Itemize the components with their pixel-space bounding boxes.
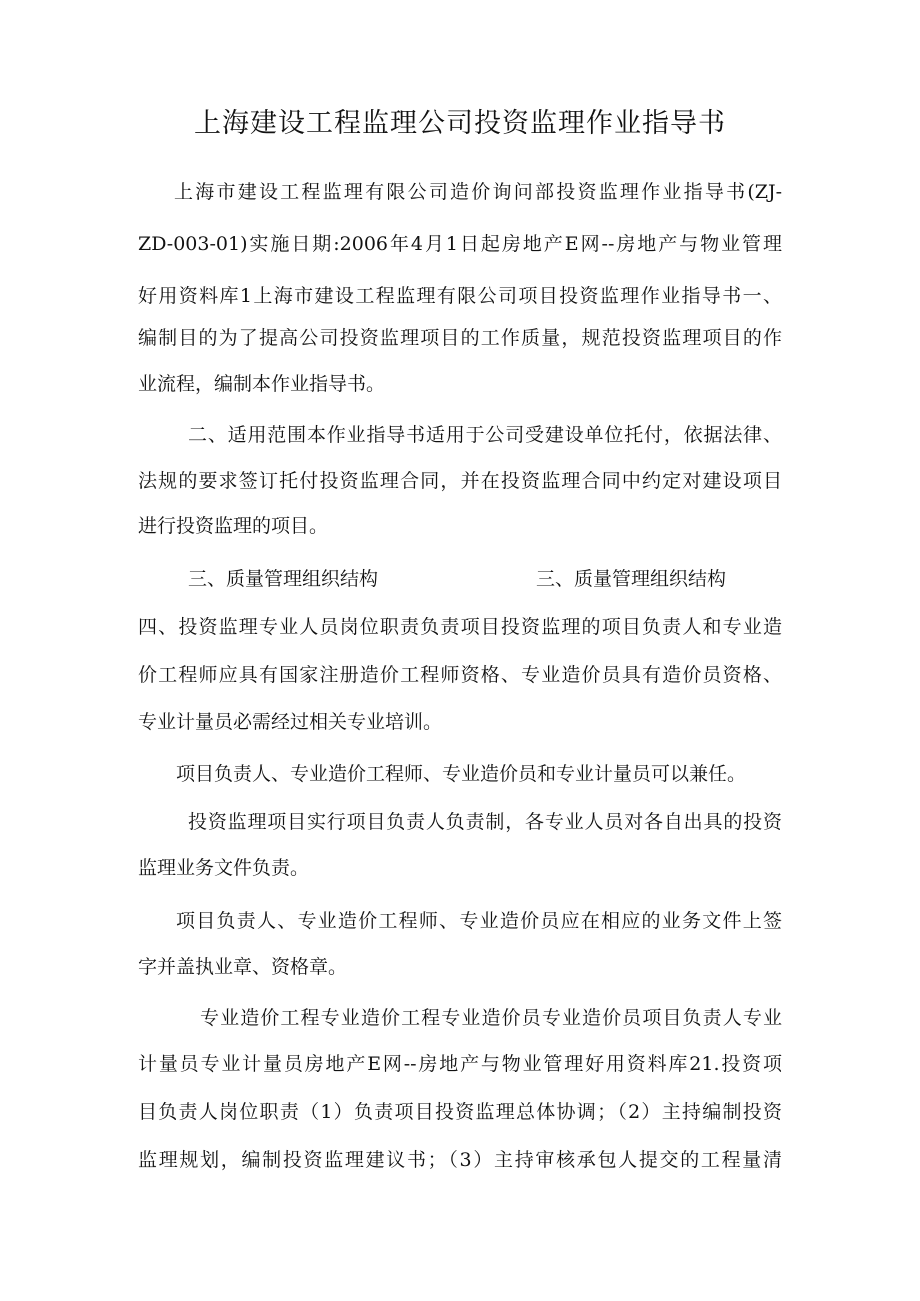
text-line: ZD-003-01)实施日期:2006年4月1日起房地产E网--房地产与物业管理 [138,233,782,255]
text-line: 专业计量员必需经过相关专业培训。 [138,711,443,733]
section-heading: 三、质量管理组织结构 [188,568,379,590]
text-line: 四、投资监理专业人员岗位职责负责项目投资监理的项目负责人和专业造 [138,616,782,638]
text-line: 专业造价工程专业造价工程专业造价员专业造价员项目负责人专业 [200,1007,782,1029]
text-line: 目负责人岗位职责（1）负责项目投资监理总体协调；（2）主持编制投资 [138,1101,782,1123]
text-line: 字并盖执业章、资格章。 [138,956,348,978]
text-line: 价工程师应具有国家注册造价工程师资格、专业造价员具有造价员资格、 [138,664,782,686]
text-line: 投资监理项目实行项目负责人负责制，各专业人员对各自出具的投资 [188,811,782,833]
text-line: 编制目的为了提高公司投资监理项目的工作质量，规范投资监理项目的作 [138,327,782,349]
text-line: 业流程，编制本作业指导书。 [138,373,386,395]
text-line: 进行投资监理的项目。 [138,515,329,537]
document-title: 上海建设工程监理公司投资监理作业指导书 [194,108,726,139]
text-line: 二、适用范围本作业指导书适用于公司受建设单位托付，依据法律、 [188,424,782,446]
section-heading: 三、质量管理组织结构 [536,568,727,590]
text-line: 项目负责人、专业造价工程师、专业造价员应在相应的业务文件上签 [176,910,782,932]
text-line: 项目负责人、专业造价工程师、专业造价员和专业计量员可以兼任。 [176,763,747,785]
text-line: 法规的要求签订托付投资监理合同，并在投资监理合同中约定对建设项目 [138,470,782,492]
text-line: 好用资料库1上海市建设工程监理有限公司项目投资监理作业指导书一、 [138,285,782,307]
text-line: 监理规划，编制投资监理建议书；（3）主持审核承包人提交的工程量清 [138,1149,782,1171]
text-line: 监理业务文件负责。 [138,857,310,879]
text-line: 上海市建设工程监理有限公司造价询问部投资监理作业指导书(ZJ- [174,181,782,203]
text-line: 计量员专业计量员房地产E网--房地产与物业管理好用资料库21.投资项 [138,1053,782,1075]
